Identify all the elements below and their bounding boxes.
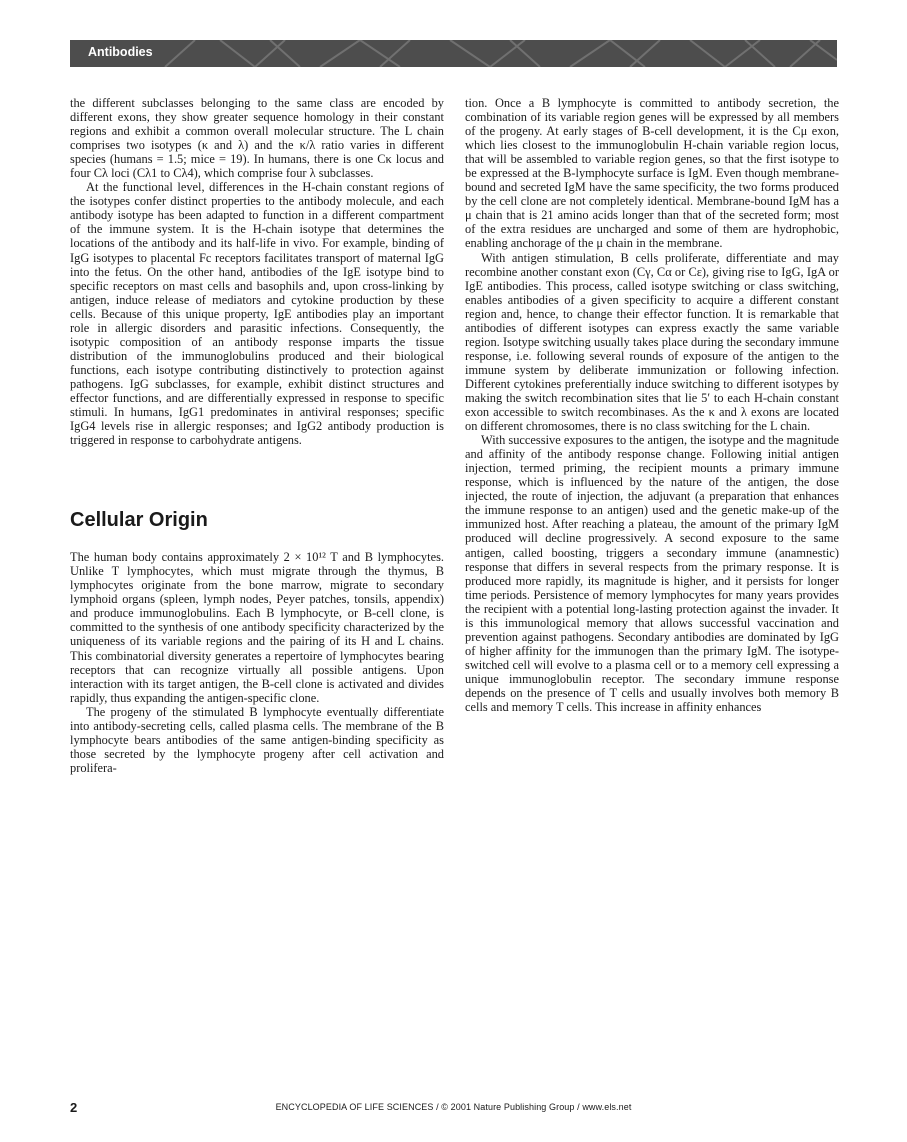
body-paragraph: The human body contains approximately 2 × 10¹² T and B lymphocytes. Unlike T lymphocytes, which must migrate through the thymus, B lymphocytes originate from the bone marrow, migrate to secondary lymphoid organs (spleen, lymph nodes, Peyer patches, tonsils, appendix) and produce immunoglobulins. Each B lymphocyte, or B-cell clone, is committed to the synthesis of one antibody specificity characterized by the uniqueness of its variable regions and the pairing of its H and L chains. This combinatorial diversity generates a repertoire of lymphocytes bearing receptors that can recognize virtually all possible antigens. Upon interaction with its target antigen, the B-cell clone is activated and divides rapidly, thus expanding the antigen-specific clone. — [70, 550, 444, 705]
section-heading: Cellular Origin — [70, 509, 208, 532]
antibody-pattern-icon — [70, 40, 837, 67]
body-paragraph: With antigen stimulation, B cells proliferate, differentiate and may recombine another constant exon (Cγ, Cα or Cε), giving rise to IgG, IgA or IgE antibodies. This process, called isotype switching or class switching, enables antibodies of a given specificity to acquire a different constant region and, hence, to change their effector function. It is remarkable that antibodies of different isotypes can express exactly the same variable region. Isotype switching usually takes place during the secondary immune response, i.e. following several rounds of exposure of the antigen to the immune system by deliberate immunization or following infection. Different cytokines preferentially induce switching to different isotypes by making the switch recombination sites that lie 5′ to each H-chain constant exon accessible to switch recombinases. As the κ and λ exons are located on different chromosomes, there is no class switching for the L chain. — [465, 250, 839, 434]
body-paragraph: tion. Once a B lymphocyte is committed to antibody secretion, the combination of its variable region genes will be expressed by all members of the progeny. At early stages of B-cell development, it is the Cμ exon, which lies closest to the immunoglobulin H-chain variable region locus, that will be assembled to variable region genes, so that the first isotype to be expressed at the B-lymphocyte surface is IgM. Even though membrane-bound and secreted IgM have the same specificity, the two forms produced by the cell clone are not completely identical. Membrane-bound IgM has a μ chain that is 21 amino acids longer than that of the secreted form; most of the extra residues are uncharged and some of them are hydrophobic, enabling anchorage of the μ chain in the membrane. — [465, 96, 839, 251]
body-paragraph: the different subclasses belonging to the same class are encoded by different exons, they show greater sequence homology in their constant regions and exhibit a common overall molecular structure. The L chain comprises two isotypes (κ and λ) and the κ/λ ratio varies in different species (humans = 1.5; mice = 19). In humans, there is one Cκ locus and four Cλ loci (Cλ1 to Cλ4), which comprise four λ subclasses. — [70, 96, 444, 181]
body-paragraph: With successive exposures to the antigen, the isotype and the magnitude and affinity of the antibody response change. Following initial antigen injection, termed priming, the recipient mounts a primary immune response, which is influenced by the nature of the antigen, the dose injected, the route of injection, the adjuvant (a preparation that enhances the immune response to an antigen) used and the genetic make-up of the immunized host. After reaching a plateau, the amount of the primary IgM produced will decline progressively. A second exposure to the same antigen, called boosting, triggers a secondary immune (anamnestic) response that differs in several respects from the primary response. It is produced more rapidly, its magnitude is higher, and it persists for longer time periods. Persistence of memory lymphocytes for many years provides the recipient with a potential long-lasting protection against the invader. It is this immunological memory that allows successful vaccination and prevention against pathogens. Secondary antibodies are dominated by IgG of higher affinity for the immunogen than the primary IgM. The isotype-switched cell will evolve to a plasma cell or to a memory cell expressing a unique immunoglobulin receptor. The secondary immune response depends on the presence of T cells and usually involves both memory B cells and memory T cells. This increase in affinity enhances — [465, 433, 839, 715]
left-column — [70, 96, 444, 775]
footer-source: ENCYCLOPEDIA OF LIFE SCIENCES / © 2001 Nature Publishing Group / www.els.net — [275, 1102, 632, 1112]
right-column — [465, 96, 839, 714]
body-paragraph: The progeny of the stimulated B lymphocyte eventually differentiate into antibody-secreting cells, called plasma cells. The membrane of the B lymphocyte bears antibodies of the same antigen-binding specificity as those secreted by the lymphocyte progeny after cell activation and prolifera- — [70, 704, 444, 775]
body-paragraph: At the functional level, differences in the H-chain constant regions of the isotypes confer distinct properties to the antibody molecule, and each antibody isotype has been adapted to function in a different compartment of the immune system. It is the H-chain isotype that determines the locations of the antibody and its half-life in vivo. For example, binding of IgG isotypes to placental Fc receptors facilitates transport of maternal IgG into the fetus. On the other hand, antibodies of the IgE isotype bind to specific receptors on mast cells and basophils and, upon cross-linking by antigen, induce release of mediators and cytokine production by these cells. Because of this unique property, IgE antibodies play an important role in allergic disorders and parasitic infections. Consequently, the isotypic composition of an antibody response imparts the tissue distribution of the immunoglobulins produced and their biological functions, each isotype contributing distinctively to protection against pathogens. IgG subclasses, for example, exhibit distinct structures and effector functions, and are differentially expressed in response to specific stimuli. In humans, IgG1 predominates in antiviral responses; specific IgG4 levels rise in allergic responses; and IgG2 antibody production is triggered in response to carbohydrate antigens. — [70, 180, 444, 448]
running-header-bar — [70, 40, 837, 67]
page-number: 2 — [70, 1100, 78, 1115]
running-header-title: Antibodies — [88, 45, 153, 59]
